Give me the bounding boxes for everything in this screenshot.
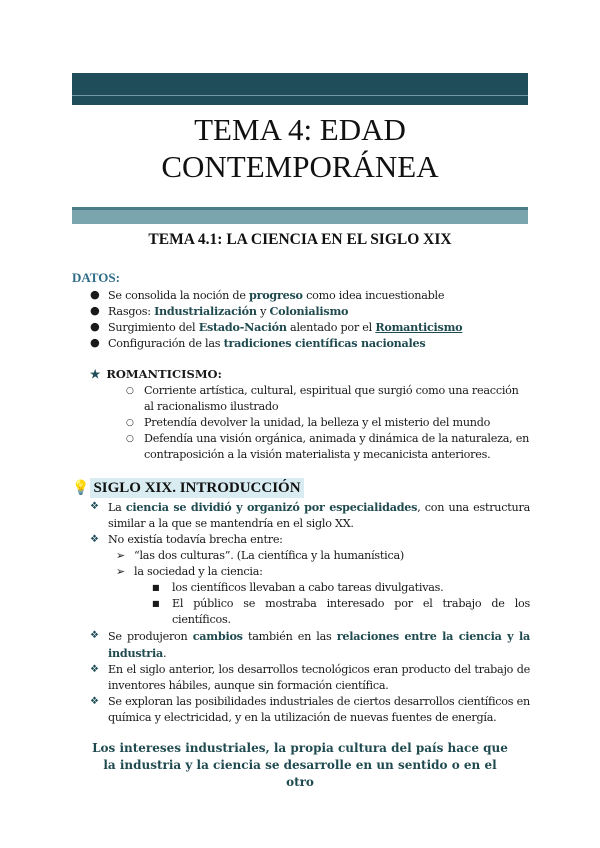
- list-item: ○ Pretendía devolver la unidad, la belleza y el misterio del mundo: [126, 416, 491, 429]
- bullet-dot-icon: ●: [90, 304, 100, 317]
- list-item: ● Configuración de las tradiciones científicas nacionales: [90, 336, 426, 350]
- datos-list: [90, 287, 530, 351]
- bullet-square-icon: ■: [152, 583, 160, 592]
- arrow-bullet-icon: ➢: [116, 565, 126, 578]
- bullet-square-icon: ■: [152, 599, 160, 608]
- subheader-band: [72, 207, 528, 224]
- bullet-circle-icon: ○: [126, 386, 134, 396]
- sublist: [116, 548, 530, 628]
- arrow-bullet-icon: ➢: [116, 549, 126, 562]
- bullet-circle-icon: ○: [126, 434, 134, 444]
- list-item: ■ los científicos llevaban a cabo tareas divulgativas.: [152, 581, 444, 594]
- list-item: ❖ No existía todavía brecha entre: ➢ “las dos culturas”. (La científica y la humanística) ➢ la sociedad y la ciencia: ■ los científicos llevaban a cabo tareas divulgativas. ■ El público se mostraba interesado por el trabajo de los científicos.: [90, 533, 530, 626]
- list-item: ➢ “las dos culturas”. (La científica y la humanística): [116, 549, 405, 562]
- list-item: ● Surgimiento del Estado-Nación alentado por el Romanticismo: [90, 320, 463, 334]
- list-item: ❖ En el siglo anterior, los desarrollos tecnológicos eran producto del trabajo de inventores hábiles, aunque sin formación científica.: [90, 663, 530, 692]
- closing-statement: Los intereses industriales, la propia cultura del país hace que la industria y la ciencia se desarrolle en un sentido o en el otro: [92, 741, 508, 789]
- list-item: ● Rasgos: Industrialización y Colonialismo: [90, 304, 349, 318]
- list-item: ❖ Se produjeron cambios también en las relaciones entre la ciencia y la industria.: [90, 629, 530, 660]
- bullet-diamond-icon: ❖: [90, 630, 99, 641]
- list-item: ❖ Se exploran las posibilidades industriales de ciertos desarrollos científicos en química y electricidad, y en la utilización de nuevas fuentes de energía.: [90, 695, 530, 724]
- romanticismo-heading: ★ ROMANTICISMO:: [90, 367, 222, 381]
- page-title: TEMA 4: EDAD CONTEMPORÁNEA: [161, 112, 439, 184]
- bullet-circle-icon: ○: [126, 418, 134, 428]
- list-item: ➢ la sociedad y la ciencia: ■ los científicos llevaban a cabo tareas divulgativas. ■ El público se mostraba interesado por el trabajo de los científicos.: [116, 565, 530, 626]
- bullet-diamond-icon: ❖: [90, 501, 99, 512]
- bullet-diamond-icon: ❖: [90, 664, 99, 675]
- bullet-dot-icon: ●: [90, 320, 100, 333]
- lightbulb-icon: 💡: [72, 480, 90, 496]
- siglo-heading: 💡 SIGLO XIX. INTRODUCCIÓN: [72, 478, 304, 498]
- bullet-diamond-icon: ❖: [90, 696, 99, 707]
- bullet-diamond-icon: ❖: [90, 534, 99, 545]
- datos-label: DATOS:: [72, 270, 120, 285]
- star-icon: ★: [90, 367, 101, 381]
- list-item: ○ Defendía una visión orgánica, animada y dinámica de la naturaleza, en contraposición a la visión materialista y mecanicista anteriores.: [126, 432, 530, 461]
- bullet-dot-icon: ●: [90, 336, 100, 349]
- list-item: ❖ La ciencia se dividió y organizó por especialidades, con una estructura similar a la que se mantendría en el siglo XX.: [90, 500, 530, 530]
- romanticismo-link[interactable]: Romanticismo: [375, 320, 463, 334]
- siglo-list: [90, 499, 530, 726]
- bullet-dot-icon: ●: [90, 288, 100, 301]
- section-subtitle: TEMA 4.1: LA CIENCIA EN EL SIGLO XIX: [148, 231, 452, 248]
- list-item: ■ El público se mostraba interesado por el trabajo de los científicos.: [152, 597, 530, 626]
- sublist: [152, 580, 530, 628]
- romanticismo-list: [126, 383, 531, 463]
- list-item: ○ Corriente artística, cultural, espiritual que surgió como una reacción al racionalismo ilustrado: [126, 384, 519, 413]
- list-item: ● Se consolida la noción de progreso como idea incuestionable: [90, 288, 445, 302]
- header-band: [72, 73, 528, 105]
